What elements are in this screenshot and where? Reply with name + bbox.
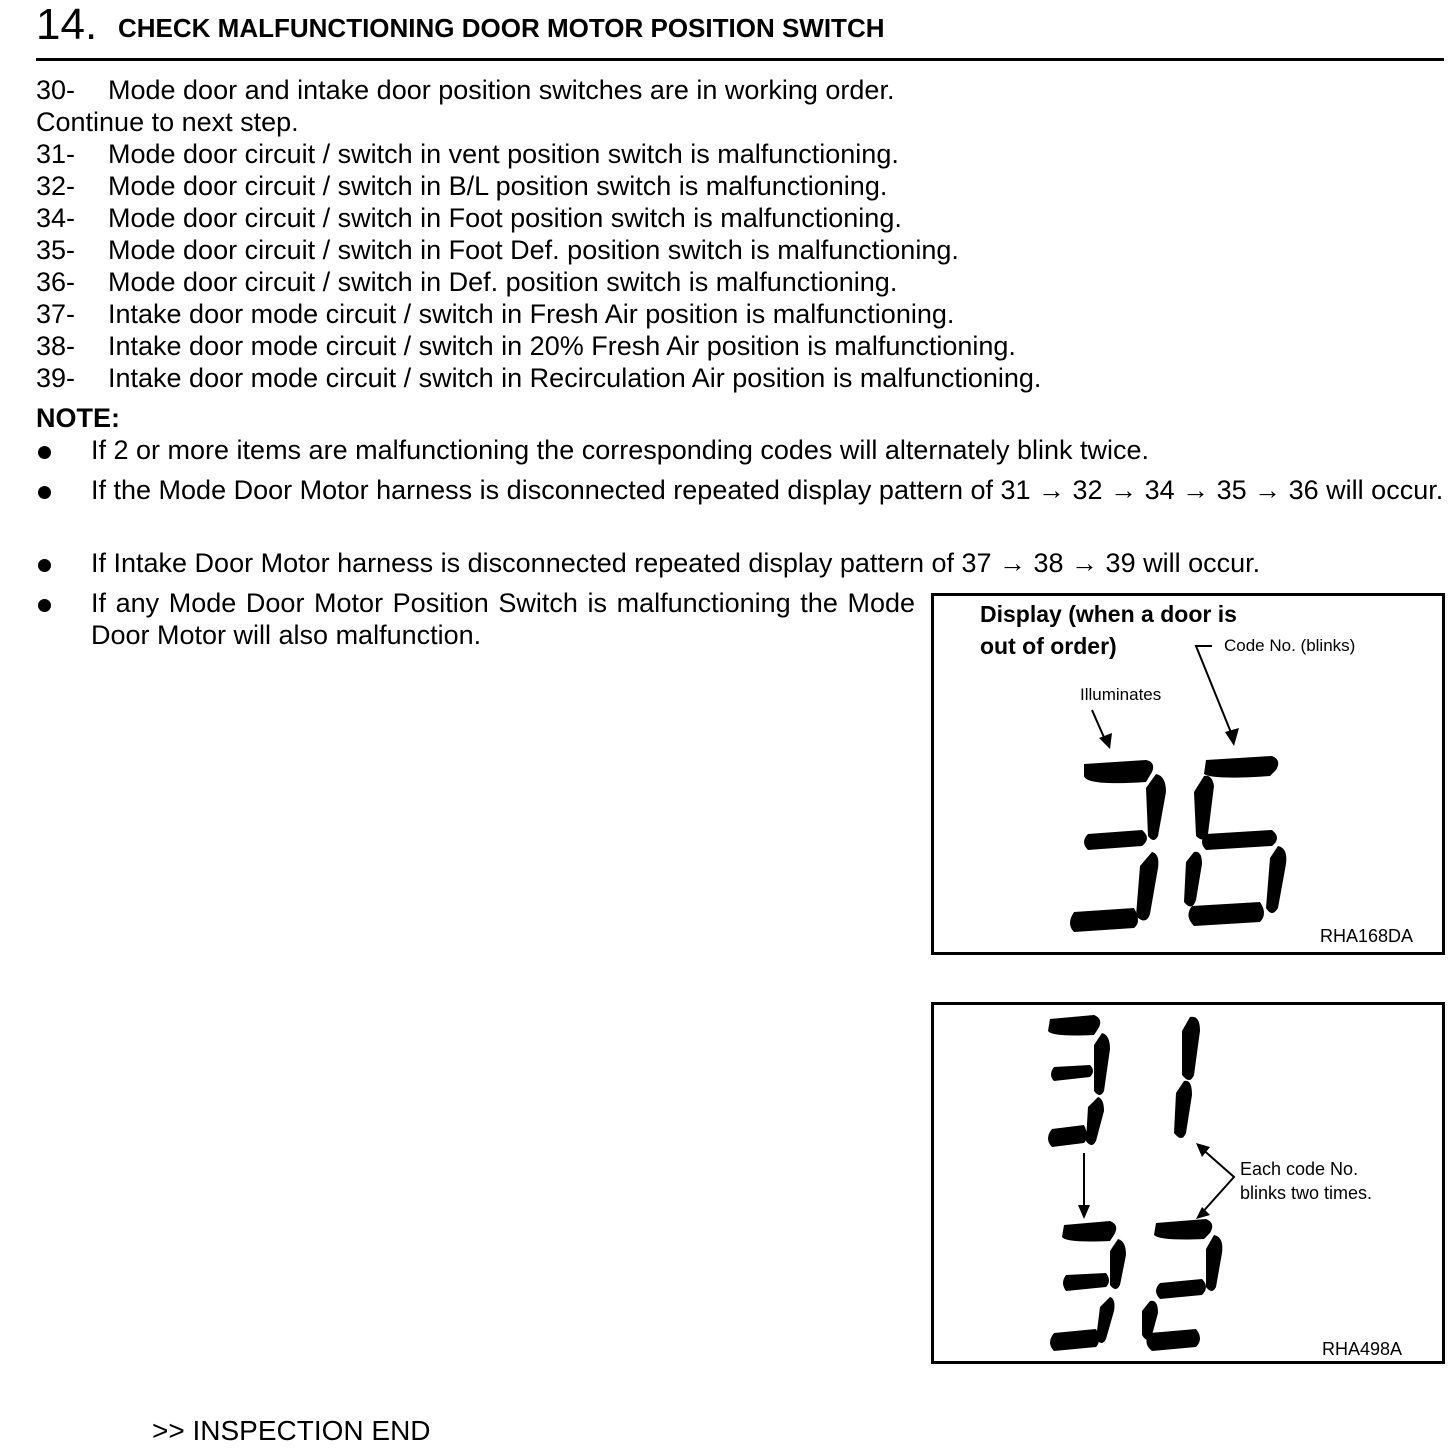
seg-a bbox=[1154, 1219, 1212, 1240]
figure-ref: RHA168DA bbox=[1320, 926, 1414, 946]
figure-ref: RHA498A bbox=[1322, 1339, 1403, 1359]
inspection-end-text: >> INSPECTION END bbox=[152, 1415, 431, 1446]
blink-figure-svg bbox=[934, 1005, 1442, 1361]
seg-b bbox=[1094, 1033, 1110, 1095]
blink-annotation-line1: Each code No. bbox=[1240, 1159, 1359, 1179]
bullet-dot-icon bbox=[38, 599, 51, 612]
seg-g bbox=[1063, 1273, 1109, 1291]
note-bullet-text: If any Mode Door Motor Position Switch is malfunctioning the Mode Door Motor will also malfunction. bbox=[91, 588, 915, 650]
code-row-39 bbox=[36, 362, 1236, 394]
figure-title-line1: Display (when a door is bbox=[980, 601, 1237, 627]
illuminates-arrow-icon bbox=[1099, 733, 1112, 749]
code-description: Mode door circuit / switch in Foot position switch is malfunctioning. bbox=[108, 203, 902, 233]
annotation-leader-line bbox=[1200, 1147, 1234, 1215]
seg-b bbox=[1110, 1239, 1126, 1289]
figure-title-line2: out of order) bbox=[980, 633, 1117, 659]
seg-f bbox=[1194, 776, 1214, 840]
code-description: Mode door circuit / switch in B/L position switch is malfunctioning. bbox=[108, 171, 888, 201]
seg-b bbox=[1206, 1235, 1222, 1291]
code-number: 39- bbox=[36, 363, 76, 393]
illuminates-label: Illuminates bbox=[1080, 685, 1162, 704]
code-description: Mode door circuit / switch in Foot Def. position switch is malfunctioning. bbox=[108, 235, 959, 265]
digit-six bbox=[1184, 756, 1286, 926]
seg-e bbox=[1184, 852, 1202, 907]
digit-two-bottom bbox=[1142, 1219, 1222, 1351]
sequence-arrow-icon bbox=[1078, 1205, 1090, 1219]
seg-a bbox=[1062, 1221, 1116, 1242]
seg-c bbox=[1086, 1097, 1104, 1145]
code-number: 36- bbox=[36, 267, 76, 297]
seg-c bbox=[1136, 852, 1158, 921]
seg-g bbox=[1051, 1065, 1093, 1081]
code-description: Intake door mode circuit / switch in Fresh Air position is malfunctioning. bbox=[108, 299, 955, 329]
code-row-32 bbox=[36, 170, 1236, 202]
code-description: Intake door mode circuit / switch in 20% Fresh Air position is malfunctioning. bbox=[108, 331, 1016, 361]
code-number: 31- bbox=[36, 139, 76, 169]
seg-g bbox=[1084, 830, 1147, 850]
digit-three-bottom bbox=[1050, 1221, 1126, 1351]
display-figure-svg bbox=[934, 596, 1442, 952]
seg-b bbox=[1182, 1017, 1200, 1080]
continue-text: Continue to next step. bbox=[36, 107, 299, 137]
code-row-36 bbox=[36, 266, 1236, 298]
code-number: 37- bbox=[36, 299, 76, 329]
seg-c bbox=[1096, 1297, 1115, 1343]
seg-a bbox=[1084, 760, 1153, 783]
code-row-37 bbox=[36, 298, 1236, 330]
seg-d bbox=[1070, 908, 1138, 932]
code-row-34 bbox=[36, 202, 1236, 234]
bullet-dot-icon bbox=[38, 559, 51, 572]
code-row-38 bbox=[36, 330, 1236, 362]
digit-one-top bbox=[1174, 1017, 1200, 1138]
blink-annotation-line2: blinks two times. bbox=[1240, 1183, 1373, 1203]
digit-three-top bbox=[1048, 1015, 1110, 1147]
code-description: Intake door mode circuit / switch in Recirculation Air position is malfunctioning. bbox=[108, 363, 1042, 393]
seg-g bbox=[1156, 1279, 1206, 1299]
seg-d bbox=[1048, 1125, 1087, 1147]
code-description: Mode door and intake door position switches are in working order. bbox=[108, 75, 895, 105]
note-bullet-text: If the Mode Door Motor harness is disconnected repeated display pattern of 31 → 32 → 34 → 35 → 36 will occur. bbox=[91, 475, 1444, 505]
code-row-continue bbox=[36, 106, 1236, 138]
code-number: 38- bbox=[36, 331, 76, 361]
display-figure bbox=[931, 593, 1445, 955]
step-number: 14. bbox=[36, 0, 98, 49]
step-title: CHECK MALFUNCTIONING DOOR MOTOR POSITION SWITCH bbox=[118, 13, 885, 43]
seg-a bbox=[1048, 1015, 1100, 1036]
code-number: 30- bbox=[36, 75, 76, 105]
code-description: Mode door circuit / switch in Def. position switch is malfunctioning. bbox=[108, 267, 898, 297]
seg-a bbox=[1204, 756, 1278, 778]
seg-d bbox=[1050, 1329, 1099, 1351]
seg-d bbox=[1188, 902, 1264, 926]
code-description: Mode door circuit / switch in vent position switch is malfunctioning. bbox=[108, 139, 899, 169]
seg-b bbox=[1146, 774, 1166, 840]
code-list bbox=[36, 74, 1236, 394]
code-number: 32- bbox=[36, 171, 76, 201]
seg-d bbox=[1146, 1329, 1200, 1351]
annotation-arrow-down-icon bbox=[1196, 1207, 1210, 1219]
note-label: NOTE: bbox=[36, 403, 120, 433]
code-leader-line bbox=[1196, 646, 1234, 740]
note-bullet-text: If 2 or more items are malfunctioning the corresponding codes will alternately blink twice. bbox=[91, 435, 1149, 465]
code-row-35 bbox=[36, 234, 1236, 266]
code-row-31 bbox=[36, 138, 1236, 170]
blink-figure bbox=[931, 1002, 1445, 1364]
bullet-dot-icon bbox=[38, 486, 51, 499]
seg-g bbox=[1202, 830, 1277, 850]
code-number-label: Code No. (blinks) bbox=[1224, 636, 1356, 655]
seg-c bbox=[1266, 846, 1286, 913]
code-arrow-icon bbox=[1225, 728, 1239, 746]
code-row-30 bbox=[36, 74, 1236, 106]
code-number: 34- bbox=[36, 203, 76, 233]
step-header bbox=[36, 0, 1444, 61]
code-number: 35- bbox=[36, 235, 76, 265]
seg-c bbox=[1174, 1081, 1192, 1138]
bullet-dot-icon bbox=[38, 446, 51, 459]
digit-three bbox=[1070, 760, 1166, 932]
note-bullet-text: If Intake Door Motor harness is disconnected repeated display pattern of 37 → 38 → 39 will occur. bbox=[91, 548, 1261, 578]
